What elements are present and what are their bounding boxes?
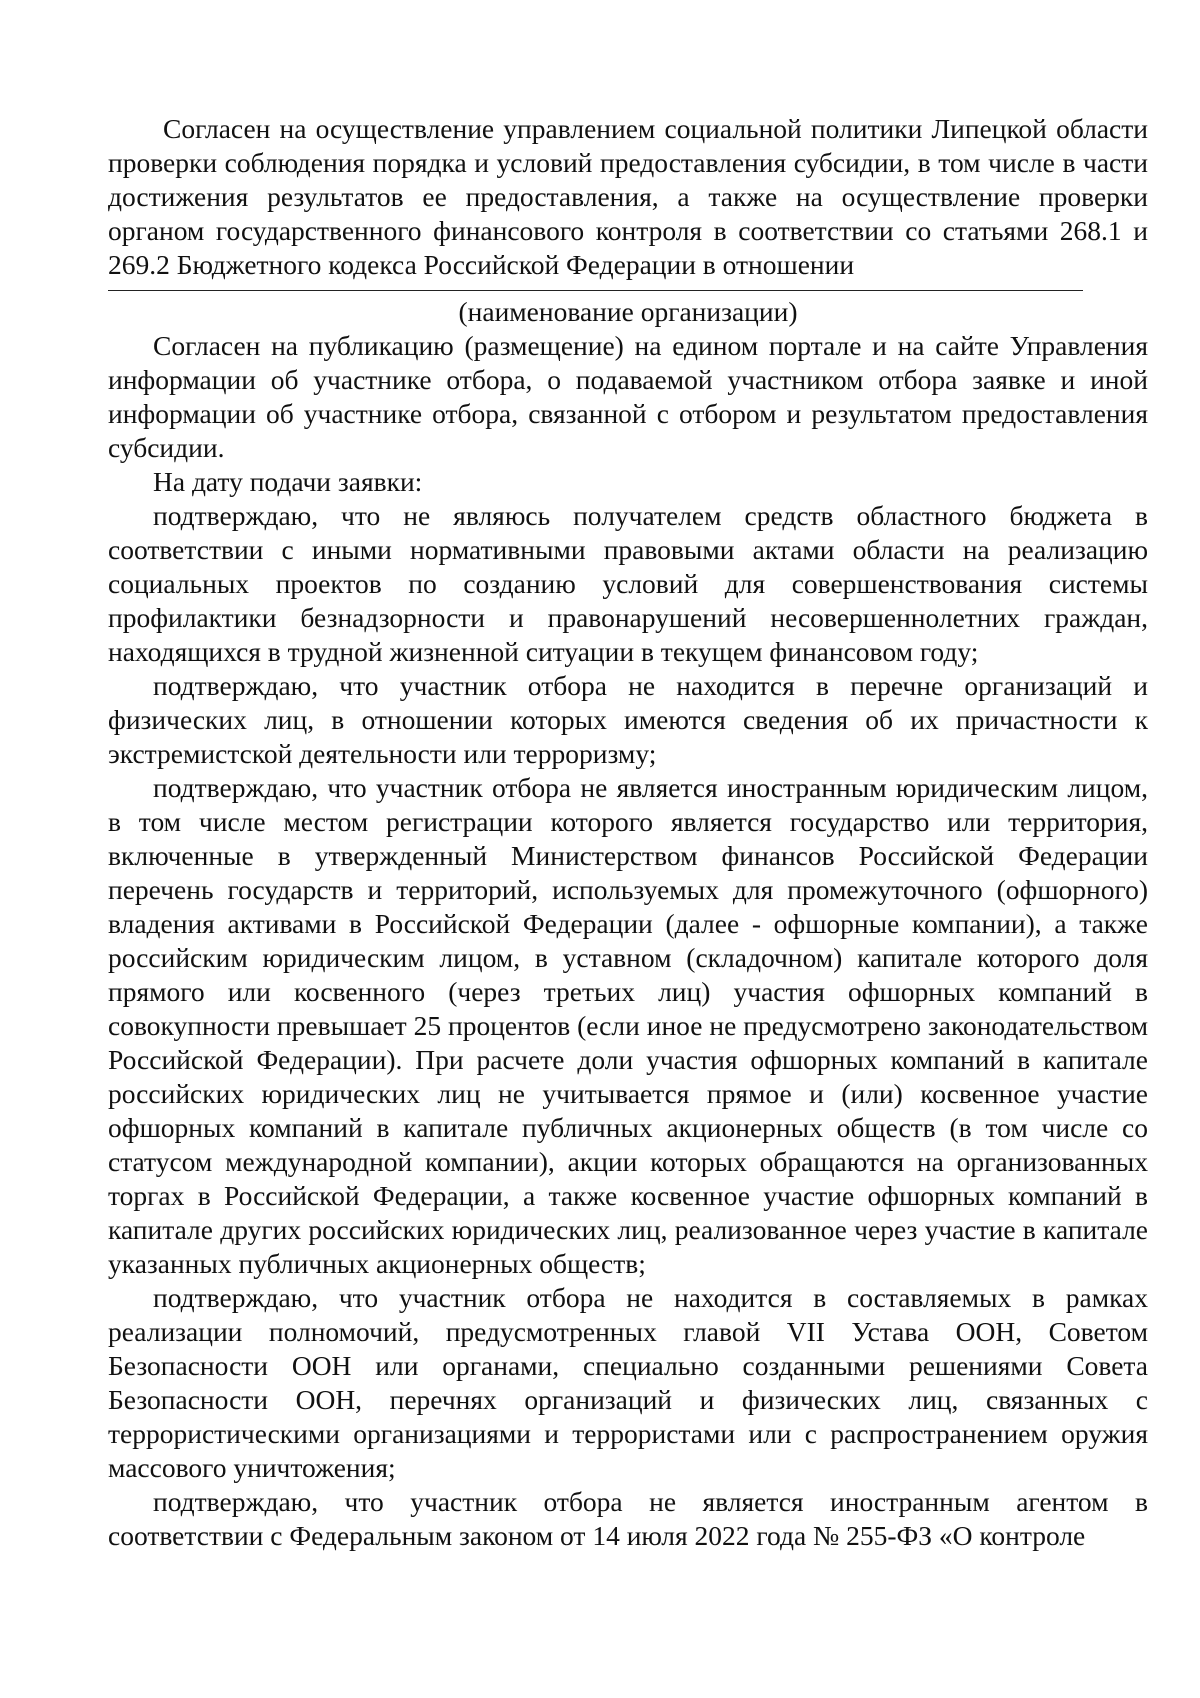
offshore-confirmation-paragraph: подтверждаю, что участник отбора не является иностранным юридическим лицом, в том числе местом регистрации которого является государство или территория, включенные в утвержденный Министерством финансов Российской Федерации перечень государств и территорий, используемых для промежуточного (офшорного) владения активами в Российской Федерации (далее - офшорные компании), а также российским юридическим лицом, в уставном (складочном) капитале которого доля прямого или косвенного (через третьих лиц) участия офшорных компаний в совокупности превышает 25 процентов (если иное не предусмотрено законодательством Российской Федерации). При расчете доли участия офшорных компаний в капитале российских юридических лиц не учитывается прямое и (или) косвенное участие офшорных компаний в капитале публичных акционерных обществ (в том числе со статусом международной компании), акции которых обращаются на организованных торгах в Российской Федерации, а также косвенное участие офшорных компаний в капитале других российских юридических лиц, реализованное через участие в капитале указанных публичных акционерных обществ; bbox=[108, 772, 1148, 1279]
un-sanctions-confirmation-paragraph: подтверждаю, что участник отбора не находится в составляемых в рамках реализации полномочий, предусмотренных главой VII Устава ООН, Советом Безопасности ООН или органами, специально созданными решениями Совета Безопасности ООН, перечнях организаций и физических лиц, связанных с террористическими организациями и террористами или с распространением оружия массового уничтожения; bbox=[108, 1282, 1148, 1483]
consent-inspection-paragraph: Согласен на осуществление управлением социальной политики Липецкой области проверки соблюдения порядка и условий предоставления субсидии, в том числе в части достижения результатов ее предоставления, а также на осуществление проверки органом государственного финансового контроля в соответствии со статьями 268.1 и 269.2 Бюджетного кодекса Российской Федерации в отношении bbox=[108, 113, 1148, 280]
organization-name-caption: (наименование организации) bbox=[458, 296, 798, 327]
application-date-heading: На дату подачи заявки: bbox=[153, 466, 423, 497]
document-page bbox=[108, 112, 1148, 1553]
organization-name-blank-line bbox=[108, 290, 1083, 291]
budget-recipient-confirmation-paragraph: подтверждаю, что не являюсь получателем средств областного бюджета в соответствии с иными нормативными правовыми актами области на реализацию социальных проектов по созданию условий для совершенствования системы профилактики безнадзорности и правонарушений несовершеннолетних граждан, находящихся в трудной жизненной ситуации в текущем финансовом году; bbox=[108, 500, 1148, 667]
consent-publication-paragraph: Согласен на публикацию (размещение) на едином портале и на сайте Управления информации об участнике отбора, о подаваемой участником отбора заявке и иной информации об участнике отбора, связанной с отбором и результатом предоставления субсидии. bbox=[108, 330, 1148, 463]
foreign-agent-confirmation-paragraph: подтверждаю, что участник отбора не является иностранным агентом в соответствии с Федеральным законом от 14 июля 2022 года № 255-ФЗ «О контроле bbox=[108, 1486, 1148, 1551]
extremism-list-confirmation-paragraph: подтверждаю, что участник отбора не находится в перечне организаций и физических лиц, в отношении которых имеются сведения об их причастности к экстремистской деятельности или терроризму; bbox=[108, 670, 1148, 769]
